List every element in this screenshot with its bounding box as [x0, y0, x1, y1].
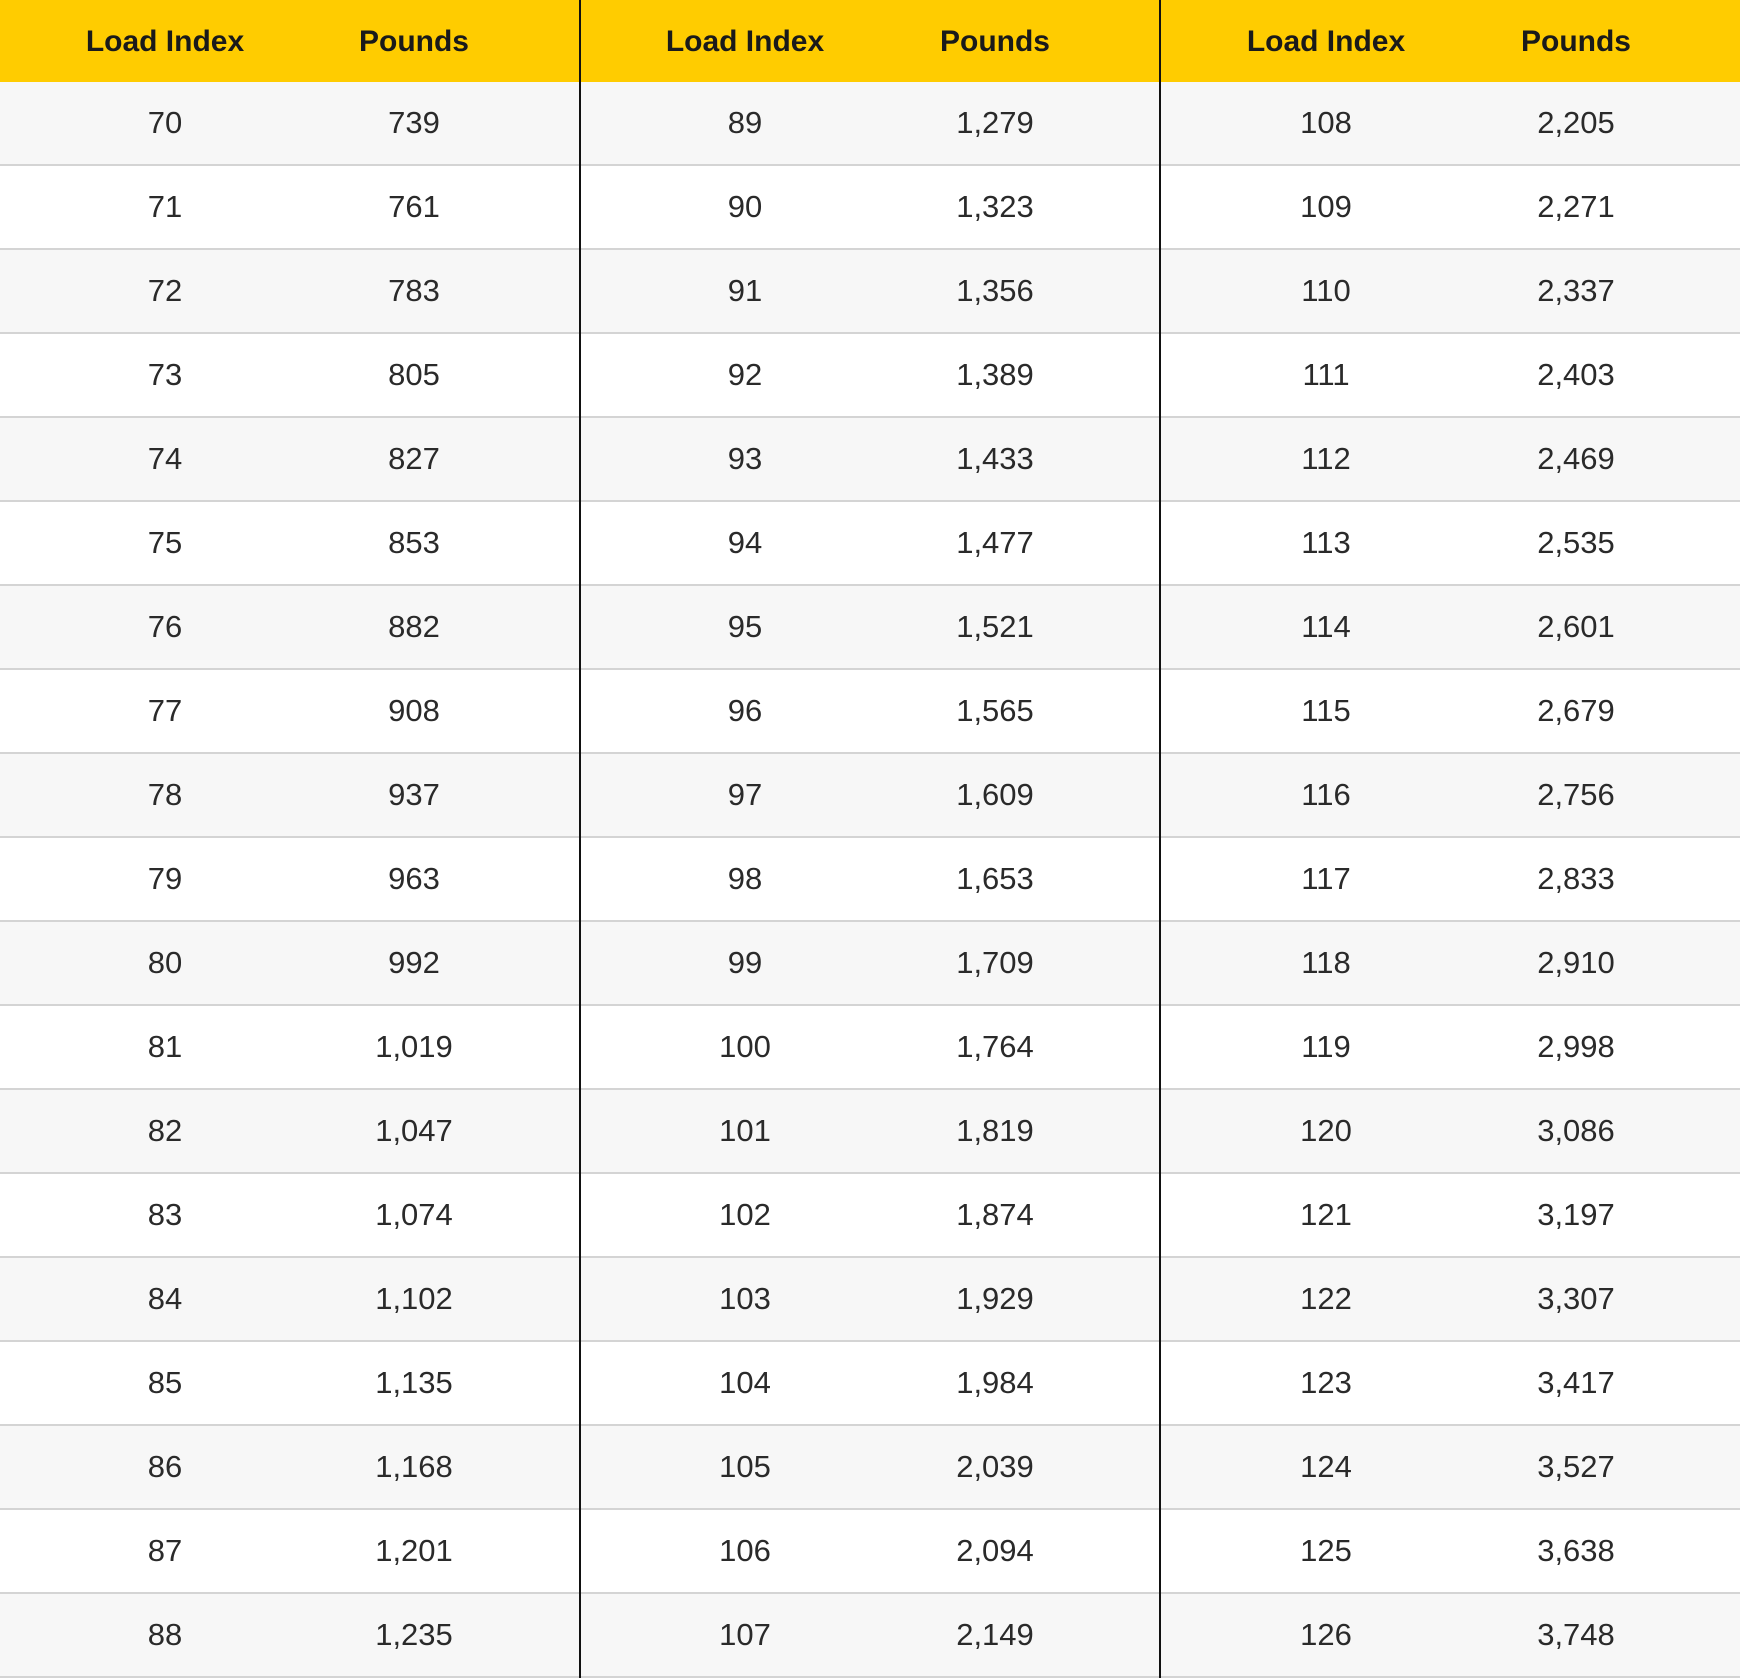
pounds-cell: 761	[388, 189, 440, 224]
load-index-cell: 126	[1300, 1617, 1352, 1652]
pounds-cell: 1,929	[956, 1281, 1034, 1316]
pounds-cell: 1,984	[956, 1365, 1034, 1400]
load-index-cell: 118	[1301, 945, 1351, 980]
load-index-cell: 107	[719, 1617, 771, 1652]
table-row	[0, 334, 1740, 418]
load-index-cell: 80	[147, 945, 183, 980]
load-index-cell: 117	[1301, 861, 1351, 896]
pounds-cell: 882	[388, 609, 440, 644]
load-index-cell: 84	[147, 1281, 183, 1316]
pounds-cell: 1,433	[956, 441, 1034, 476]
pounds-cell: 1,102	[375, 1281, 453, 1316]
pounds-cell: 937	[388, 777, 440, 812]
pounds-cell: 1,135	[375, 1365, 453, 1400]
pounds-cell: 2,910	[1537, 945, 1615, 980]
pounds-cell: 963	[388, 861, 440, 896]
pounds-cell: 739	[388, 105, 440, 140]
pounds-cell: 1,168	[375, 1449, 453, 1484]
pounds-cell: 2,149	[956, 1617, 1034, 1652]
pounds-cell: 1,235	[375, 1617, 453, 1652]
load-index-cell: 86	[147, 1449, 183, 1484]
load-index-cell: 82	[147, 1113, 183, 1148]
load-index-cell: 77	[147, 693, 183, 728]
table-row	[0, 166, 1740, 250]
pounds-cell: 2,535	[1537, 525, 1615, 560]
pounds-cell: 2,756	[1537, 777, 1615, 812]
load-index-cell: 106	[719, 1533, 771, 1568]
pounds-cell: 1,279	[956, 105, 1034, 140]
load-index-cell: 94	[727, 525, 763, 560]
load-index-cell: 90	[727, 189, 763, 224]
header-pounds: Pounds	[359, 25, 469, 58]
load-index-cell: 124	[1300, 1449, 1352, 1484]
load-index-cell: 78	[147, 777, 183, 812]
pounds-cell: 2,833	[1537, 861, 1615, 896]
load-index-cell: 76	[147, 609, 183, 644]
load-index-cell: 96	[727, 693, 763, 728]
pounds-cell: 1,047	[375, 1113, 453, 1148]
load-index-cell: 114	[1301, 609, 1351, 644]
pounds-cell: 2,403	[1537, 357, 1615, 392]
pounds-cell: 805	[388, 357, 440, 392]
pounds-cell: 3,197	[1537, 1197, 1615, 1232]
column-group-divider	[579, 0, 581, 1678]
table-row	[0, 1510, 1740, 1594]
table-row	[0, 418, 1740, 502]
pounds-cell: 2,469	[1537, 441, 1615, 476]
load-index-cell: 85	[147, 1365, 183, 1400]
pounds-cell: 2,998	[1537, 1029, 1615, 1064]
pounds-cell: 1,653	[956, 861, 1034, 896]
pounds-cell: 1,874	[956, 1197, 1034, 1232]
load-index-cell: 112	[1301, 441, 1351, 476]
table-row	[0, 586, 1740, 670]
pounds-cell: 1,323	[956, 189, 1034, 224]
pounds-cell: 783	[388, 273, 440, 308]
pounds-cell: 992	[388, 945, 440, 980]
load-index-cell: 116	[1301, 777, 1351, 812]
table-row	[0, 838, 1740, 922]
load-index-cell: 73	[147, 357, 183, 392]
header-load-index: Load Index	[665, 25, 825, 58]
pounds-cell: 2,679	[1537, 693, 1615, 728]
pounds-cell: 1,019	[375, 1029, 453, 1064]
pounds-cell: 3,748	[1537, 1617, 1615, 1652]
load-index-cell: 100	[719, 1029, 771, 1064]
load-index-cell: 119	[1301, 1029, 1351, 1064]
table-row	[0, 1258, 1740, 1342]
pounds-cell: 1,819	[956, 1113, 1034, 1148]
load-index-cell: 92	[727, 357, 763, 392]
load-index-cell: 102	[719, 1197, 771, 1232]
pounds-cell: 3,638	[1537, 1533, 1615, 1568]
table-row	[0, 1006, 1740, 1090]
load-index-cell: 83	[147, 1197, 183, 1232]
load-index-cell: 108	[1300, 105, 1352, 140]
load-index-cell: 88	[147, 1617, 183, 1652]
table-row	[0, 250, 1740, 334]
pounds-cell: 2,601	[1537, 609, 1615, 644]
table-row	[0, 1426, 1740, 1510]
load-index-cell: 98	[727, 861, 763, 896]
table-row	[0, 502, 1740, 586]
table-row	[0, 754, 1740, 838]
load-index-cell: 95	[727, 609, 763, 644]
column-group-divider	[1159, 0, 1161, 1678]
header-pounds: Pounds	[940, 25, 1050, 58]
load-index-cell: 72	[147, 273, 183, 308]
table-row	[0, 1174, 1740, 1258]
load-index-cell: 113	[1301, 525, 1351, 560]
pounds-cell: 1,565	[956, 693, 1034, 728]
load-index-cell: 110	[1301, 273, 1351, 308]
table-row	[0, 1090, 1740, 1174]
pounds-cell: 1,477	[956, 525, 1034, 560]
pounds-cell: 2,039	[956, 1449, 1034, 1484]
load-index-cell: 115	[1301, 693, 1351, 728]
pounds-cell: 853	[388, 525, 440, 560]
pounds-cell: 1,389	[956, 357, 1034, 392]
table-row	[0, 670, 1740, 754]
load-index-cell: 99	[727, 945, 763, 980]
load-index-cell: 70	[147, 105, 183, 140]
pounds-cell: 3,307	[1537, 1281, 1615, 1316]
load-index-cell: 109	[1300, 189, 1352, 224]
table-row	[0, 1594, 1740, 1678]
table-row	[0, 1342, 1740, 1426]
load-index-cell: 125	[1300, 1533, 1352, 1568]
table-header-row	[0, 0, 1740, 82]
pounds-cell: 2,205	[1537, 105, 1615, 140]
table-row	[0, 922, 1740, 1006]
load-index-cell: 93	[727, 441, 763, 476]
pounds-cell: 3,086	[1537, 1113, 1615, 1148]
load-index-cell: 81	[147, 1029, 183, 1064]
load-index-cell: 74	[147, 441, 183, 476]
pounds-cell: 2,271	[1537, 189, 1615, 224]
load-index-cell: 104	[719, 1365, 771, 1400]
pounds-cell: 2,094	[956, 1533, 1034, 1568]
load-index-cell: 101	[719, 1113, 771, 1148]
header-pounds: Pounds	[1521, 25, 1631, 58]
load-index-cell: 122	[1300, 1281, 1352, 1316]
load-index-cell: 111	[1302, 357, 1350, 392]
pounds-cell: 908	[388, 693, 440, 728]
pounds-cell: 3,417	[1537, 1365, 1615, 1400]
pounds-cell: 1,609	[956, 777, 1034, 812]
pounds-cell: 1,764	[956, 1029, 1034, 1064]
pounds-cell: 827	[388, 441, 440, 476]
header-load-index: Load Index	[1246, 25, 1406, 58]
load-index-cell: 75	[147, 525, 183, 560]
pounds-cell: 1,074	[375, 1197, 453, 1232]
pounds-cell: 1,356	[956, 273, 1034, 308]
load-index-cell: 71	[147, 189, 183, 224]
load-index-cell: 123	[1300, 1365, 1352, 1400]
load-index-cell: 105	[719, 1449, 771, 1484]
load-index-cell: 121	[1300, 1197, 1352, 1232]
pounds-cell: 3,527	[1537, 1449, 1615, 1484]
header-load-index: Load Index	[85, 25, 245, 58]
pounds-cell: 1,709	[956, 945, 1034, 980]
load-index-cell: 89	[727, 105, 763, 140]
load-index-cell: 79	[147, 861, 183, 896]
load-index-cell: 87	[147, 1533, 183, 1568]
pounds-cell: 1,521	[956, 609, 1034, 644]
pounds-cell: 2,337	[1537, 273, 1615, 308]
load-index-cell: 97	[727, 777, 763, 812]
load-index-cell: 91	[727, 273, 763, 308]
load-index-cell: 103	[719, 1281, 771, 1316]
load-index-cell: 120	[1300, 1113, 1352, 1148]
pounds-cell: 1,201	[375, 1533, 453, 1568]
table-row	[0, 82, 1740, 166]
